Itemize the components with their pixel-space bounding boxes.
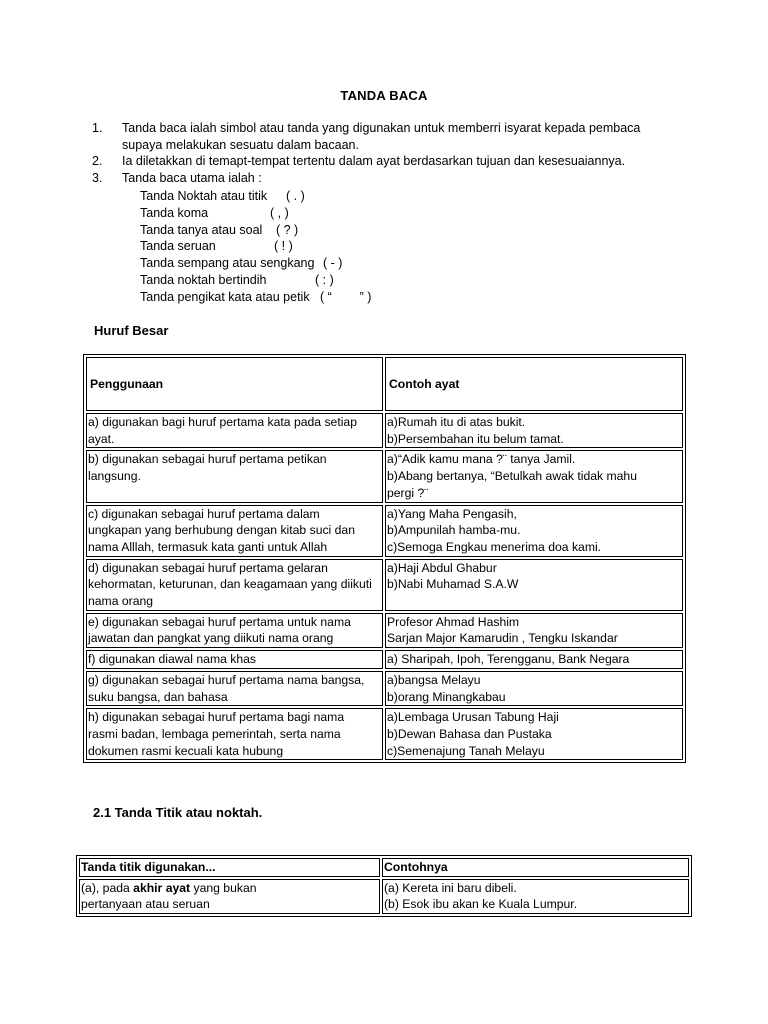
example-cell	[385, 708, 683, 760]
table-header-row	[86, 357, 683, 411]
text-line: Tanda baca utama ialah :	[122, 171, 262, 186]
usage-cell	[86, 559, 383, 611]
text-line: kehormatan, keturunan, dan keagamaan yang diikuti	[88, 577, 372, 592]
table-row	[86, 559, 683, 611]
text-line: h) digunakan sebagai huruf pertama bagi nama	[88, 710, 345, 725]
punctuation-name: Tanda pengikat kata atau petik	[140, 289, 310, 304]
table-row	[86, 650, 683, 669]
text-line: jawatan dan pangkat yang diikuti nama orang	[88, 631, 334, 646]
text-line: a) Sharipah, Ipoh, Terengganu, Bank Negara	[387, 652, 630, 667]
text-span: yang bukan	[190, 880, 257, 895]
usage-cell	[86, 708, 383, 760]
punctuation-sign: ( . )	[286, 189, 305, 203]
intro-item-number: 1.	[92, 121, 103, 135]
text-line: Sarjan Major Kamarudin , Tengku Iskandar	[387, 631, 618, 646]
punctuation-item	[140, 238, 371, 255]
text-line: Profesor Ahmad Hashim	[387, 614, 520, 629]
example-cell	[385, 450, 683, 502]
text-line: pergi ?¨	[387, 485, 429, 500]
example-cell	[382, 879, 689, 914]
text-line	[81, 880, 379, 897]
text-line: e) digunakan sebagai huruf pertama untuk nama	[88, 614, 351, 629]
punctuation-name: Tanda noktah bertindih	[140, 272, 267, 287]
example-cell	[385, 613, 683, 648]
intro-item	[92, 120, 712, 153]
bold-text: akhir ayat	[133, 880, 191, 895]
punctuation-list	[140, 188, 371, 306]
section-heading-huruf-besar: Huruf Besar	[94, 323, 169, 338]
text-line: (a) Kereta ini baru dibeli.	[384, 880, 517, 895]
punctuation-item	[140, 188, 371, 205]
punctuation-item	[140, 272, 371, 289]
punctuation-name: Tanda Noktah atau titik	[140, 189, 268, 203]
punctuation-name: Tanda tanya atau soal	[140, 222, 263, 237]
punctuation-item	[140, 289, 371, 306]
table-row	[86, 671, 683, 706]
text-line: pertanyaan atau seruan	[81, 897, 210, 912]
section-heading-tanda-titik: 2.1 Tanda Titik atau noktah.	[93, 805, 263, 820]
tanda-titik-table	[76, 855, 692, 917]
text-line: g) digunakan sebagai huruf pertama nama bangsa,	[88, 672, 365, 687]
usage-cell	[86, 505, 383, 557]
text-line: f) digunakan diawal nama khas	[88, 652, 257, 667]
table-row	[86, 413, 683, 448]
intro-list	[92, 120, 712, 187]
punctuation-sign: ( ! )	[274, 239, 293, 254]
table-row	[86, 450, 683, 502]
example-cell	[385, 413, 683, 448]
text-line: a)“Adik kamu mana ?¨ tanya Jamil.	[387, 452, 576, 467]
text-line: suku bangsa, dan bahasa	[88, 689, 228, 704]
punctuation-item	[140, 222, 371, 239]
example-cell	[385, 559, 683, 611]
text-line: a)bangsa Melayu	[387, 672, 481, 687]
text-line: b)Nabi Muhamad S.A.W	[387, 577, 519, 592]
punctuation-item	[140, 205, 371, 222]
punctuation-sign: ( ? )	[276, 222, 299, 237]
usage-cell	[86, 613, 383, 648]
text-line: b)Abang bertanya, “Betulkah awak tidak mahu	[387, 469, 637, 484]
page-title: TANDA BACA	[340, 88, 428, 103]
text-line: langsung.	[88, 469, 141, 484]
text-line: ayat.	[88, 431, 115, 446]
text-line: supaya melakukan sesuatu dalam bacaan.	[122, 137, 359, 152]
text-line: nama orang	[88, 594, 154, 609]
table-header-row	[79, 858, 689, 877]
header-cell-penggunaan: Penggunaan	[86, 357, 383, 411]
punctuation-sign: ( - )	[323, 256, 343, 271]
usage-cell	[86, 413, 383, 448]
text-line: b) digunakan sebagai huruf pertama petikan	[88, 452, 327, 467]
intro-item-text	[122, 153, 712, 170]
intro-item-text	[122, 120, 712, 153]
punctuation-sign: ( , )	[270, 205, 289, 220]
table-row	[86, 708, 683, 760]
text-line: a)Haji Abdul Ghabur	[387, 560, 497, 575]
table-row	[86, 505, 683, 557]
text-line: dokumen rasmi kecuali kata hubung	[88, 743, 284, 758]
punctuation-sign: ( : )	[315, 272, 334, 287]
text-line: a)Lembaga Urusan Tabung Haji	[387, 710, 559, 725]
usage-cell	[86, 650, 383, 669]
text-line: nama Alllah, termasuk kata ganti untuk Allah	[88, 539, 328, 554]
text-span: (a), pada	[81, 880, 134, 895]
text-line: c) digunakan sebagai huruf pertama dalam	[88, 506, 320, 521]
text-line: d) digunakan sebagai huruf pertama gelaran	[88, 560, 328, 575]
text-line: ungkapan yang berhubung dengan kitab suci dan	[88, 523, 355, 538]
punctuation-name: Tanda sempang atau sengkang	[140, 256, 315, 271]
text-line: a) digunakan bagi huruf pertama kata pada setiap	[88, 415, 357, 429]
punctuation-name: Tanda seruan	[140, 239, 216, 254]
table-row	[79, 879, 689, 914]
example-cell	[385, 505, 683, 557]
text-line: b)orang Minangkabau	[387, 689, 506, 704]
text-line: a)Rumah itu di atas bukit.	[387, 415, 526, 429]
punctuation-item	[140, 255, 371, 272]
huruf-besar-table	[83, 354, 686, 763]
header-cell-contohnya: Contohnya	[382, 858, 689, 877]
text-line: Tanda baca ialah simbol atau tanda yang digunakan untuk memberri isyarat kepada pembaca	[122, 121, 641, 135]
text-line: rasmi badan, lembaga pemerintah, serta nama	[88, 726, 341, 741]
usage-cell	[86, 671, 383, 706]
text-line: c)Semoga Engkau menerima doa kami.	[387, 539, 602, 554]
example-cell	[385, 671, 683, 706]
usage-cell	[79, 879, 380, 914]
text-line: b)Ampunilah hamba-mu.	[387, 523, 521, 538]
text-line: c)Semenajung Tanah Melayu	[387, 743, 545, 758]
header-cell-contoh-ayat: Contoh ayat	[385, 357, 683, 411]
text-line: a)Yang Maha Pengasih,	[387, 506, 517, 521]
intro-item-text	[122, 170, 712, 187]
usage-cell	[86, 450, 383, 502]
text-line: b)Persembahan itu belum tamat.	[387, 431, 564, 446]
text-line: (b) Esok ibu akan ke Kuala Lumpur.	[384, 897, 578, 912]
intro-item	[92, 170, 712, 187]
intro-item-number: 3.	[92, 171, 103, 186]
intro-item	[92, 153, 712, 170]
text-line: Ia diletakkan di temapt-tempat tertentu dalam ayat berdasarkan tujuan dan kesesuaiannya.	[122, 154, 626, 169]
text-line: b)Dewan Bahasa dan Pustaka	[387, 726, 552, 741]
table-row	[86, 613, 683, 648]
header-cell-tanda-titik: Tanda titik digunakan...	[79, 858, 380, 877]
intro-item-number: 2.	[92, 154, 103, 169]
punctuation-sign: ( “ ” )	[320, 289, 372, 304]
punctuation-name: Tanda koma	[140, 205, 209, 220]
example-cell	[385, 650, 683, 669]
